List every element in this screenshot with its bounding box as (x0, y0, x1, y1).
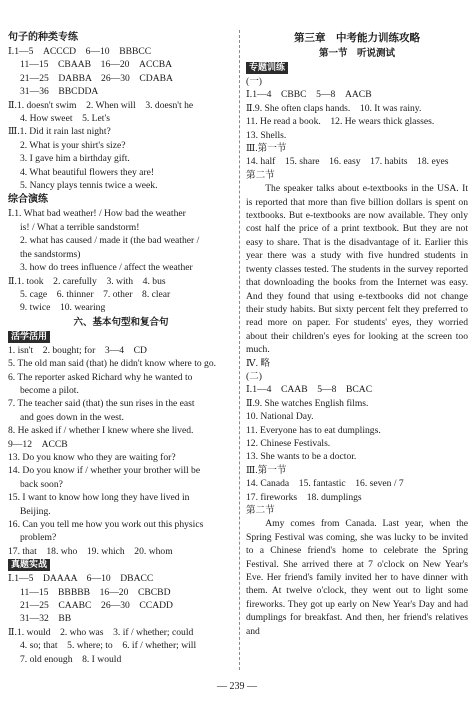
right-column (246, 30, 468, 638)
answer-line: 第二节 (246, 505, 275, 516)
answer-block-zonghe2 (8, 275, 234, 315)
answer-line: 17. fireworks 18. dumplings (246, 491, 362, 503)
answer-line: 2. what has caused / made it (the bad weather / (20, 235, 200, 247)
answer-line: 16. Can you tell me how you work out this physics (8, 519, 204, 530)
answer-block-part1 (246, 88, 468, 182)
answer-line: 4. How sweet 5. Let's (20, 113, 110, 125)
answer-line: 13. She wants to be a doctor. (246, 451, 357, 463)
answer-line: 5. Nancy plays tennis twice a week. (20, 180, 158, 192)
answer-line: 14. Do you know if / whether your brother will be (8, 465, 201, 477)
answer-line: Ⅰ.1—5 ACCCD 6—10 BBBCC (8, 46, 152, 57)
answer-block-practice (8, 344, 234, 559)
answer-block-s2 (8, 99, 234, 126)
section-title-sentence-patterns: 六、基本句型和复合句 (73, 316, 169, 328)
answer-line: problem? (20, 532, 57, 544)
section-title-comprehensive: 综合演练 (8, 194, 48, 206)
answer-line: 8. He asked if / whether I knew where she lived. (8, 425, 194, 437)
answer-line: 5. cage 6. thinner 7. other 8. clear (20, 288, 171, 300)
answer-block-s1 (8, 45, 234, 99)
tag-real-exam: 真题实战 (8, 559, 50, 571)
answer-line: Ⅲ.第一节 (246, 464, 287, 476)
tag-special-training: 专题训练 (246, 62, 288, 74)
column-divider (239, 30, 240, 670)
answer-line: 21—25 DABBA 26—30 CDABA (20, 72, 173, 84)
answer-line: 4. so; that 5. where; to 6. if / whether; will (20, 640, 197, 652)
answer-line: Ⅰ.1. What bad weather! / How bad the weather (8, 208, 186, 220)
answer-line: is! / What a terrible sandstorm! (20, 221, 140, 233)
answer-line: 11. He read a book. 12. He wears thick glasses. (246, 116, 435, 128)
answer-line: 9—12 ACCB (8, 438, 68, 450)
section-title-listening: 第一节 听说测试 (318, 48, 395, 59)
answer-line: 14. half 15. share 16. easy 17. habits 18. eyes (246, 156, 449, 168)
answer-line: Beijing. (20, 505, 51, 517)
answer-line: 5. The old man said (that) he didn't know where to go. (8, 358, 217, 370)
answer-line: 3. I gave him a birthday gift. (20, 153, 130, 165)
answer-line: Ⅰ.1—4 CBBC 5—8 AACB (246, 89, 372, 101)
answer-line: and goes down in the west. (20, 411, 124, 423)
answer-line: Ⅱ.1. doesn't swim 2. When will 3. doesn't he (8, 99, 194, 111)
answer-line: Ⅰ.1—5 DAAAA 6—10 DBACC (8, 573, 154, 585)
answer-line: 11. Everyone has to eat dumplings. (246, 424, 381, 436)
answer-line: 7. The teacher said (that) the sun rises in the east (8, 398, 195, 410)
answer-line: 31—32 BB (20, 613, 72, 625)
answer-line: Ⅰ.1—4 CAAB 5—8 BCAC (246, 384, 373, 396)
answer-line: 第二节 (246, 169, 275, 181)
answer-line: become a pilot. (20, 384, 79, 396)
answer-line: 17. that 18. who 19. which 20. whom (8, 545, 173, 557)
answer-line: Ⅱ.9. She watches English films. (246, 397, 369, 409)
answer-block-real-exam (8, 572, 234, 666)
answer-line: 13. Do you know who they are waiting for? (8, 451, 176, 463)
part-label: (二) (246, 370, 262, 382)
answer-line: 2. What is your shirt's size? (20, 139, 126, 151)
answer-line: 9. twice 10. wearing (20, 302, 106, 314)
answer-line: 11—15 BBBBB 16—20 CBCBD (20, 586, 171, 598)
answer-line: Ⅳ. 略 (246, 357, 270, 369)
page-number: — 239 — (217, 681, 257, 692)
answer-line: 1. isn't 2. bought; for 3—4 CD (8, 344, 147, 356)
answer-block-zonghe (8, 207, 234, 274)
answer-line: Ⅲ.第一节 (246, 143, 287, 155)
answer-line: 3. how do trees influence / affect the weather (20, 262, 193, 274)
answer-line: 15. I want to know how long they have lived in (8, 492, 190, 504)
part-label: (一) (246, 76, 262, 87)
answer-line: 12. Chinese Festivals. (246, 437, 331, 449)
answer-line: 14. Canada 15. fantastic 16. seven / 7 (246, 478, 404, 490)
answer-line: Ⅱ.9. She often claps hands. 10. It was rainy. (246, 102, 422, 114)
answer-line: 21—25 CAABC 26—30 CCADD (20, 600, 173, 612)
answer-line: 6. The reporter asked Richard why he wanted to (8, 371, 193, 383)
transcript-paragraph: Amy comes from Canada. Last year, when the Spring Festival was coming, she was lucky to be invited to a Chinese friend's home to celebrate the Spring Festival. She arrived there at 7 o'clock on New Year's Eve. Her friend's family invited her to have dinner with them. At twelve o'clock, they went out to light some fireworks. They got up early on New Year's Day and had dumplings for breakfast. And then, her friend's relatives and (246, 518, 468, 637)
answer-line: Ⅱ.1. would 2. who was 3. if / whether; could (8, 626, 194, 638)
section-title-sentence-types: 句子的种类专练 (8, 32, 78, 43)
left-column (8, 30, 234, 666)
answer-line: 13. Shells. (246, 129, 287, 141)
answer-line: 31—36 BBCDDA (20, 86, 99, 98)
answer-line: 4. What beautiful flowers they are! (20, 166, 155, 178)
answer-block-s3 (8, 125, 234, 192)
answer-line: back soon? (20, 478, 63, 490)
answer-line: Ⅱ.1. took 2. carefully 3. with 4. bus (8, 275, 166, 287)
answer-line: 11—15 CBAAB 16—20 ACCBA (20, 59, 173, 71)
chapter-title: 第三章 中考能力训练攻略 (294, 32, 420, 44)
answer-block-part2 (246, 383, 468, 517)
answer-line: 7. old enough 8. I would (20, 653, 122, 665)
answer-line: Ⅲ.1. Did it rain last night? (8, 126, 111, 138)
answer-line: 10. National Day. (246, 411, 314, 423)
transcript-paragraph: The speaker talks about e-textbooks in the USA. It is reported that more than five billion dollars is spent on textbooks. But e-textbooks are now available. They only cost half the price of a print textbook. But they are not easy to share. That is the disadvantage of it. Earlier this year there was a study with five hundred students in twenty classes tested. The students in the survey reported that downloading the books from the Internet was easy. And they found that using e-textbooks did not change their study habits. But sixty percent felt they preferred to read more on paper. For students' eyes, they worried about their children's eyes for looking at the screen too much. (246, 183, 468, 356)
answer-line: the sandstorms) (20, 248, 81, 260)
tag-practice: 活学活用 (8, 331, 50, 343)
